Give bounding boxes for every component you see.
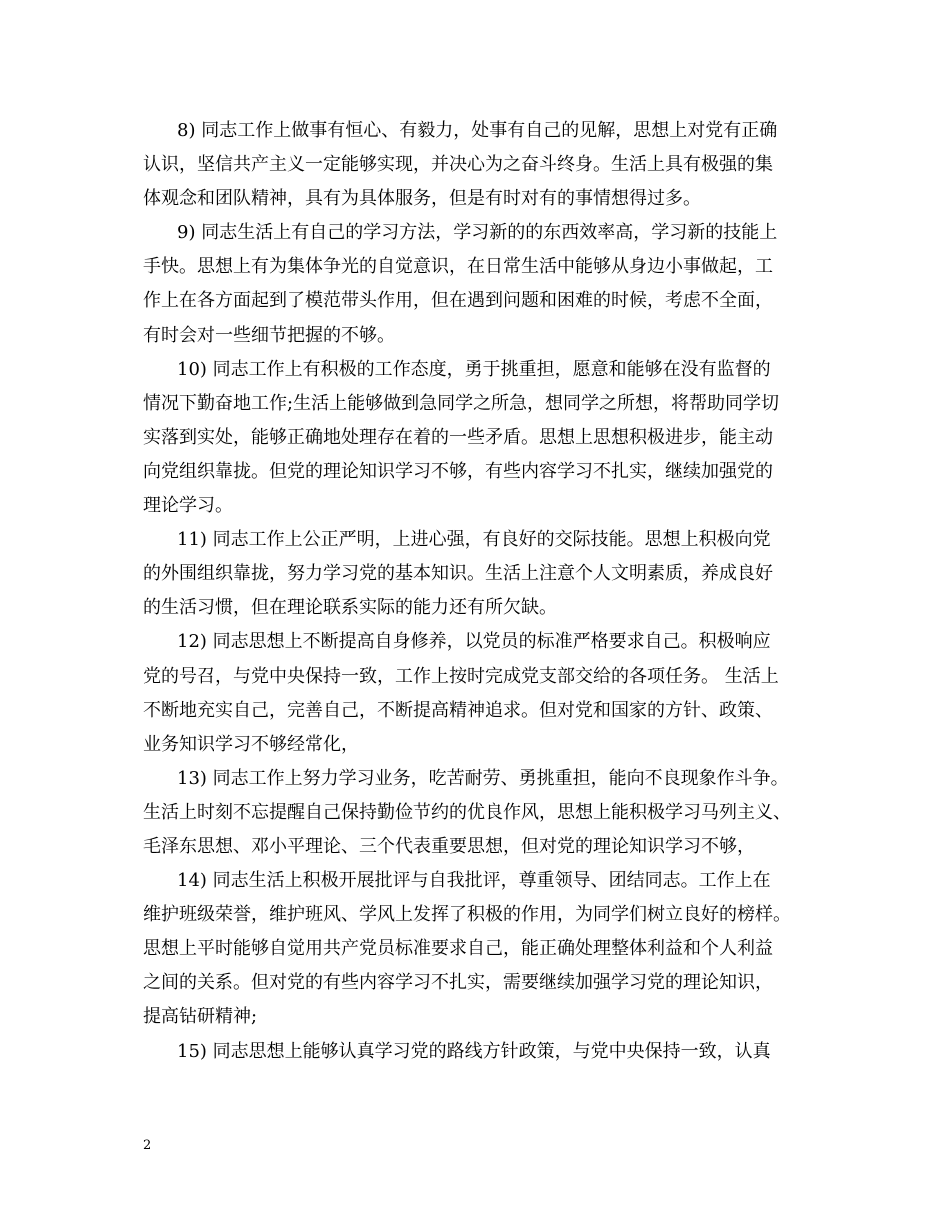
- text-line: 有时会对一些细节把握的不够。: [143, 324, 395, 346]
- text-line: 向党组织靠拢。但党的理论知识学习不够，有些内容学习不扎实，继续加强党的: [143, 460, 773, 482]
- text-line: 11) 同志工作上公正严明，上进心强，有良好的交际技能。思想上积极向党: [177, 529, 771, 551]
- text-line: 13) 同志工作上努力学习业务，吃苦耐劳、勇挑重担，能向不良现象作斗争。: [177, 767, 789, 789]
- text-line: 12) 同志思想上不断提高自身修养，以党员的标准严格要求自己。积极响应: [177, 631, 771, 653]
- page-number: 2: [143, 1138, 152, 1153]
- document-body: [143, 114, 833, 1069]
- text-line: 情况下勤奋地工作;生活上能够做到急同学之所急，想同学之所想，将帮助同学切: [143, 392, 780, 414]
- text-line: 9) 同志生活上有自己的学习方法，学习新的的东西效率高，学习新的技能上: [177, 222, 778, 244]
- paragraph: [143, 1035, 833, 1069]
- paragraph: [143, 864, 833, 1034]
- text-line: 的外围组织靠拢，努力学习党的基本知识。生活上注意个人文明素质，养成良好: [143, 563, 773, 585]
- paragraph: [143, 114, 833, 216]
- text-line: 业务知识学习不够经常化，: [143, 733, 359, 755]
- text-line: 党的号召，与党中央保持一致，工作上按时完成党支部交给的各项任务。 生活上: [143, 665, 779, 687]
- text-line: 理论学习。: [143, 495, 233, 517]
- text-line: 8) 同志工作上做事有恒心、有毅力，处事有自己的见解，思想上对党有正确: [177, 120, 778, 141]
- text-line: 思想上平时能够自觉用共产党员标准要求自己，能正确处理整体利益和个人利益: [143, 938, 773, 960]
- text-line: 10) 同志工作上有积极的工作态度，勇于挑重担，愿意和能够在没有监督的: [177, 358, 771, 380]
- text-line: 体观念和团队精神，具有为具体服务，但是有时对有的事情想得过多。: [143, 188, 701, 210]
- text-line: 的生活习惯，但在理论联系实际的能力还有所欠缺。: [143, 597, 557, 619]
- text-line: 毛泽东思想、邓小平理论、三个代表重要思想，但对党的理论知识学习不够，: [143, 835, 755, 857]
- paragraph: [143, 762, 833, 864]
- text-line: 提高钻研精神;: [143, 1006, 258, 1028]
- text-line: 认识，坚信共产主义一定能够实现，并决心为之奋斗终身。生活上具有极强的集: [143, 154, 773, 176]
- text-line: 14) 同志生活上积极开展批评与自我批评，尊重领导、团结同志。工作上在: [177, 870, 771, 892]
- paragraph: [143, 625, 833, 761]
- text-line: 不断地充实自己，完善自己，不断提高精神追求。但对党和国家的方针、政策、: [143, 699, 773, 721]
- text-line: 实落到实处，能够正确地处理存在着的一些矛盾。思想上思想积极进步，能主动: [143, 426, 773, 448]
- text-line: 之间的关系。但对党的有些内容学习不扎实，需要继续加强学习党的理论知识，: [143, 972, 773, 994]
- text-line: 作上在各方面起到了模范带头作用，但在遇到问题和困难的时候，考虑不全面，: [143, 290, 773, 312]
- text-line: 手快。思想上有为集体争光的自觉意识，在日常生活中能够从身边小事做起，工: [143, 256, 773, 278]
- paragraph: [143, 523, 833, 625]
- text-line: 维护班级荣誉，维护班风、学风上发挥了积极的作用，为同学们树立良好的榜样。: [143, 904, 791, 926]
- text-line: 15) 同志思想上能够认真学习党的路线方针政策，与党中央保持一致，认真: [177, 1040, 771, 1062]
- text-line: 生活上时刻不忘提醒自己保持勤俭节约的优良作风，思想上能积极学习马列主义、: [143, 801, 791, 823]
- paragraph: [143, 353, 833, 523]
- paragraph: [143, 216, 833, 352]
